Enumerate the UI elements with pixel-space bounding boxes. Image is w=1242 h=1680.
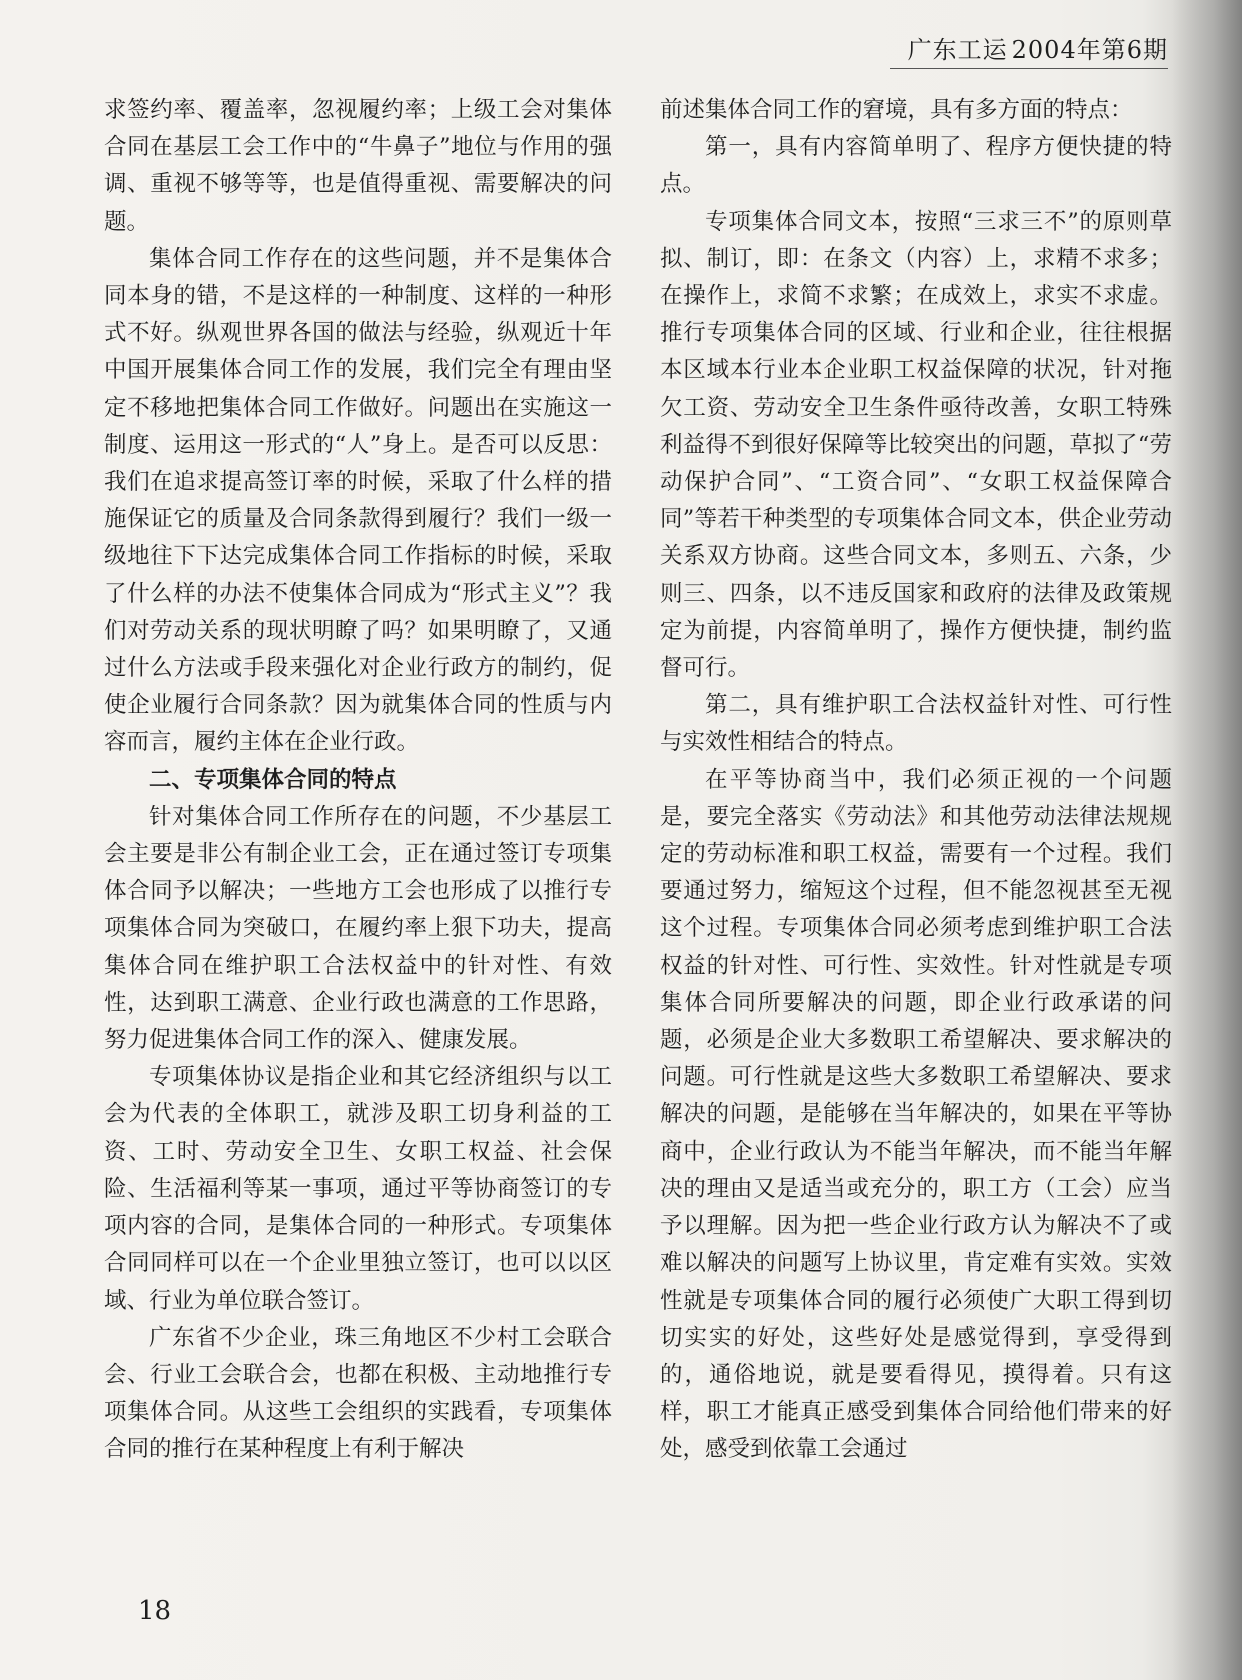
paragraph: 广东省不少企业，珠三角地区不少村工会联合会、行业工会联合会，也都在积极、主动地推行专项集体合同。从这些工会组织的实践看，专项集体合同的推行在某种程度上有利于解决 (104, 1324, 612, 1463)
publication-name: 广东工运 (907, 36, 1008, 64)
paragraph: 针对集体合同工作所存在的问题，不少基层工会主要是非公有制企业工会，正在通过签订专项集体合同予以解决；一些地方工会也形成了以推行专项集体合同为突破口，在履约率上狠下功夫，提高集体合同在维护职工合法权益中的针对性、有效性，达到职工满意、企业行政也满意的工作思路，努力促进集体合同工作的深入、健康发展。 (104, 803, 612, 1054)
subheading: 第一，具有内容简单明了、程序方便快捷的特点。 (660, 134, 1172, 198)
paragraph: 在平等协商当中，我们必须正视的一个问题是，要完全落实《劳动法》和其他劳动法律法规规定的劳动标准和职工权益，需要有一个过程。我们要通过努力，缩短这个过程，但不能忽视甚至无视这个过程。专项集体合同必须考虑到维护职工合法权益的针对性、可行性、实效性。针对性就是专项集体合同所要解决的问题，即企业行政承诺的问题，必须是企业大多数职工希望解决、要求解决的问题。可行性就是这些大多数职工希望解决、要求解决的问题，是能够在当年解决的，如果在平等协商中，企业行政认为不能当年解决，而不能当年解决的理由又是适当或充分的，职工方（工会）应当予以理解。因为把一些企业行政方认为解决不了或难以解决的问题写上协议里，肯定难有实效。实效性就是专项集体合同的履行必须使广大职工得到切切实实的好处，这些好处是感觉得到，享受得到的，通俗地说，就是要看得见，摸得着。只有这样，职工才能真正感受到集体合同给他们带来的好处，感受到依靠工会通过 (660, 766, 1172, 1463)
binding-shadow (1172, 0, 1242, 1680)
issue-label: 2004年第6期 (1011, 36, 1168, 64)
left-column (104, 92, 612, 1469)
paragraph: 专项集体合同文本，按照“三求三不”的原则草拟、制订，即：在条文（内容）上，求精不求多；在操作上，求简不求繁；在成效上，求实不求虚。推行专项集体合同的区域、行业和企业，往往根据本区域本行业本企业职工权益保障的状况，针对拖欠工资、劳动安全卫生条件亟待改善，女职工特殊利益得不到很好保障等比较突出的问题，草拟了“劳动保护合同”、“工资合同”、“女职工权益保障合同”等若干种类型的专项集体合同文本，供企业劳动关系双方协商。这些合同文本，多则五、六条，少则三、四条，以不违反国家和政府的法律及政策规定为前提，内容简单明了，操作方便快捷，制约监督可行。 (660, 208, 1172, 682)
section-heading: 二、专项集体合同的特点 (149, 766, 397, 793)
right-column (660, 92, 1172, 1469)
paragraph: 前述集体合同工作的窘境，具有多方面的特点： (660, 97, 1133, 123)
subheading: 第二，具有维护职工合法权益针对性、可行性与实效性相结合的特点。 (660, 692, 1172, 756)
paragraph: 专项集体协议是指企业和其它经济组织与以工会为代表的全体职工，就涉及职工切身利益的工资、工时、劳动安全卫生、女职工权益、社会保险、生活福利等某一事项，通过平等协商签订的专项内容的合同，是集体合同的一种形式。专项集体合同同样可以在一个企业里独立签订，也可以以区域、行业为单位联合签订。 (104, 1064, 612, 1314)
paragraph: 集体合同工作存在的这些问题，并不是集体合同本身的错，不是这样的一种制度、这样的一种形式不好。纵观世界各国的做法与经验，纵观近十年中国开展集体合同工作的发展，我们完全有理由坚定不移地把集体合同工作做好。问题出在实施这一制度、运用这一形式的“人”身上。是否可以反思：我们在追求提高签订率的时候，采取了什么样的措施保证它的质量及合同条款得到履行？我们一级一级地往下下达完成集体合同工作指标的时候，采取了什么样的办法不使集体合同成为“形式主义”？我们对劳动关系的现状明瞭了吗？如果明瞭了，又通过什么方法或手段来强化对企业行政方的制约，促使企业履行合同条款？因为就集体合同的性质与内容而言，履约主体在企业行政。 (104, 245, 612, 756)
running-header (908, 30, 1168, 65)
page-number: 18 (138, 1596, 172, 1626)
header-rule (890, 68, 1168, 69)
paragraph: 求签约率、覆盖率，忽视履约率；上级工会对集体合同在基层工会工作中的“牛鼻子”地位与作用的强调、重视不够等等，也是值得重视、需要解决的问题。 (104, 97, 612, 235)
